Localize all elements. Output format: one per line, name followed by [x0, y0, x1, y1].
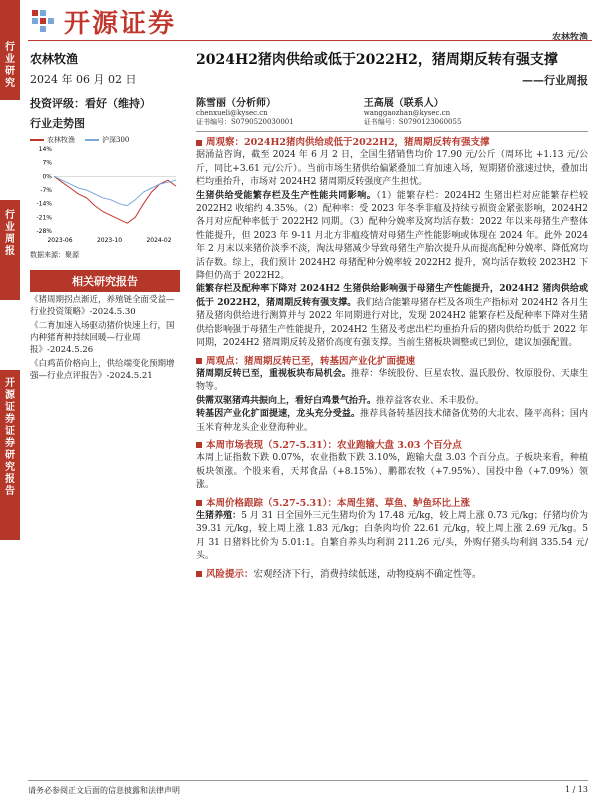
- authors: [196, 94, 588, 127]
- author: 王高展（联系人） wanggaozhan@kysec.cn 证书编号：S0790123060055: [363, 98, 462, 126]
- paragraph-lead: 供需双驱猪鸡共振向上，看好白鸡景气抬升。: [196, 395, 377, 406]
- brand-logo: [30, 4, 176, 38]
- related-reports-heading: 相关研究报告: [30, 270, 180, 292]
- legend-item: 沪深300: [85, 135, 129, 145]
- paragraph-lead: 猪周期反转已至，重视板块布局机会。: [196, 368, 352, 379]
- author: 陈雪丽（分析师） chenxueli@kysec.cn 证书编号：S0790520030001: [196, 98, 294, 126]
- section-heading: 本周市场表现（5.27-5.31）：农业跑输大盘 3.03 个百分点: [196, 439, 588, 452]
- paragraph-text: 推荐具备转基因技术储备优势的大北农、隆平高科；国内玉米育种龙头企业登海种业。: [196, 409, 588, 433]
- section-inline-text: 宏观经济下行，消费持续低迷，动物疫病不确定性等。: [253, 568, 482, 580]
- side-band-label: 行业周报: [5, 210, 15, 257]
- section-heading: 周观点：猪周期反转已至，转基因产业化扩面提速: [196, 355, 588, 368]
- disclaimer: 请务必参阅正文后面的信息披露和法律声明: [28, 786, 180, 795]
- y-tick-label: 0%: [42, 173, 52, 181]
- report-date: 2024 年 06 月 02 日: [30, 73, 137, 86]
- y-tick-label: -7%: [40, 187, 52, 194]
- left-column: [30, 50, 180, 382]
- paragraph-text: 推荐益客农业、禾丰股份。: [376, 395, 485, 406]
- report-title: 2024H2猪肉供给或低于2022H2，猪周期反转有强支撑: [196, 52, 558, 68]
- y-tick-label: -14%: [36, 200, 52, 208]
- brand-mark-icon: [30, 8, 58, 34]
- bullet-icon: [196, 571, 202, 577]
- paragraph: [196, 283, 588, 350]
- paragraph-lead: 能繁存栏及配种率下降对 2024H2 生猪供给影响强于母猪生产性能提升，2024H2 猪肉供给或低于 2022H2，猪周期反转有强支撑。: [196, 284, 588, 308]
- side-band-label: 开源证券 证券研究报告: [5, 378, 15, 497]
- paragraph-text: 5 月 31 日全国外三元生猪均价为 17.48 元/kg，较上周上涨 0.73 元/kg；仔猪均价为 39.31 元/kg，较上周上涨 1.83 元/kg；白条肉均价 22.61 元/kg，较上周上涨 2.69 元/kg。5 月 31 日猪料比价为 5.01:1。自繁自养头均利润 211.26 元/头，外购仔猪头均利润 335.54 元/头。: [196, 510, 588, 562]
- side-band: [0, 0, 20, 100]
- page-number: 1 / 13: [564, 785, 588, 794]
- paragraph-lead: 生猪供给受能繁存栏及生产性能共同影响。: [196, 190, 377, 201]
- rating: 投资评级：看好（维持）: [30, 97, 151, 110]
- bullet-icon: [196, 358, 202, 364]
- x-tick-label: 2024-02: [146, 237, 172, 244]
- paragraph-lead: 转基因产业化扩面提速，龙头充分受益。: [196, 409, 361, 420]
- header-sector: 农林牧渔: [551, 33, 588, 43]
- side-band: [0, 370, 20, 540]
- series-line: [54, 176, 176, 205]
- brand-name: 开源证券: [64, 8, 177, 39]
- bullet-icon: [196, 500, 202, 506]
- paragraph-text: 本周上证指数下跌 0.07%，农业指数下跌 3.10%，跑输大盘 3.03 个百分点。子板块来看，种植板块领涨。个股来看，天邦食品（+8.15%）、鹏都农牧（+7.95%）、国投中鲁（+7.09%）领涨。: [196, 453, 588, 491]
- series-line: [54, 176, 176, 223]
- trend-title: 行业走势图: [30, 117, 85, 130]
- header-divider: [28, 40, 592, 41]
- sector-name: 农林牧渔: [30, 52, 79, 66]
- report-type: ——行业周报: [522, 74, 588, 87]
- paragraph-text: （1）能繁存栏：2024H2 生猪出栏对应能繁存栏较 2022H2 收缩约 4.35%。（2）配种率：受 2023 年冬季非瘟及持续亏损资金紧张影响，2024H2 各月对应配种率低于 2022H2 同期。（3）配种分娩率及窝均活存数：2022 年以来母猪生产整体性能提升，但 2023 年 9-11 月北方非瘟疫情对母猪生产性能影响或体现在 2024 年。此外 2024 年 2 月末以来猪价淡季不淡，淘汰母猪减少导致母猪生产胎次提升从而提高配种分娩率、降低窝均活存数。综上，我们预计 2024H2 母猪配种分娩率较 2022H2 提升，窝均活存数较 2023H2 下降但仍高于 2022H2。: [196, 190, 588, 282]
- side-band-label: 行业研究: [5, 42, 15, 89]
- y-tick-label: 7%: [42, 159, 52, 167]
- paragraph-lead: 生猪养殖：: [196, 510, 242, 521]
- related-reports-list: [30, 294, 180, 382]
- paragraph: [196, 510, 588, 564]
- author-divider: [196, 131, 588, 132]
- paragraph: [196, 408, 588, 435]
- y-tick-label: -28%: [36, 228, 52, 235]
- section-heading: 风险提示：宏观经济下行，消费持续低迷，动物疫病不确定性等。: [196, 568, 588, 581]
- y-tick-label: 14%: [38, 146, 52, 153]
- x-tick-label: 2023-06: [47, 237, 73, 244]
- paragraph: [196, 190, 588, 284]
- related-report-item[interactable]: 《猪周期拐点渐近，养殖链全面受益—行业投资策略》-2024.5.30: [30, 295, 175, 317]
- paragraph: [196, 149, 588, 189]
- bullet-icon: [196, 442, 202, 448]
- related-report-item[interactable]: 《二育加速入场驱动猪价快速上行，国内种猪育种持续回暖—行业周报》-2024.5.26: [30, 321, 175, 355]
- chart-source: 数据来源：聚源: [30, 251, 79, 259]
- side-band: [0, 200, 20, 300]
- report-body: [196, 136, 588, 581]
- x-tick-label: 2023-10: [96, 237, 123, 244]
- paragraph-text: 推荐：华统股份、巨星农牧、温氏股份、牧原股份、天康生物等。: [196, 368, 588, 393]
- section-heading: 本周价格跟踪（5.27-5.31）：本周生猪、草鱼、鲈鱼环比上涨: [196, 497, 588, 510]
- legend-item: 农林牧渔: [30, 135, 75, 145]
- paragraph-text: 我们结合能繁母猪存栏及各项生产指标对 2024H2 各月生猪及猪肉供给进行测算并与 2022 年同期进行对比，发现 2024H2 能繁存栏及配种率下降对生猪供给影响强于母猪生产性能提升，2024H2 生猪及考虑出栏均重抬升后的猪肉供给均低于 2022 年同期，2024H2 猪周期反转及猪价高度有强支撑。当前生猪板块调整或已到位，建议加强配置。: [196, 297, 589, 349]
- trend-chart: [30, 145, 180, 245]
- y-tick-label: -21%: [36, 214, 52, 222]
- main-column: [196, 50, 588, 581]
- paragraph-text: 据涌益咨询，截至 2024 年 6 月 2 日，全国生猪销售均价 17.90 元/公斤（周环比 +1.13 元/公斤，同比+3.61 元/公斤）。当前市场生猪供给偏紧叠加二育加速入场，短期猪价涨速过快，叠加出栏均重抬升，市场对 2024H2 猪周期反转强度产生担忧。: [196, 150, 588, 188]
- section-heading: 周观察：2024H2猪肉供给或低于2022H2，猪周期反转有强支撑: [196, 136, 588, 149]
- paragraph: [196, 368, 588, 395]
- page-footer: [28, 780, 588, 796]
- chart-legend: [30, 135, 180, 145]
- bullet-icon: [196, 140, 202, 146]
- paragraph: [196, 452, 588, 492]
- paragraph: [196, 395, 588, 408]
- related-report-item[interactable]: 《白鸡苗价格向上，供给端变化预期增强—行业点评报告》-2024.5.21: [30, 359, 175, 381]
